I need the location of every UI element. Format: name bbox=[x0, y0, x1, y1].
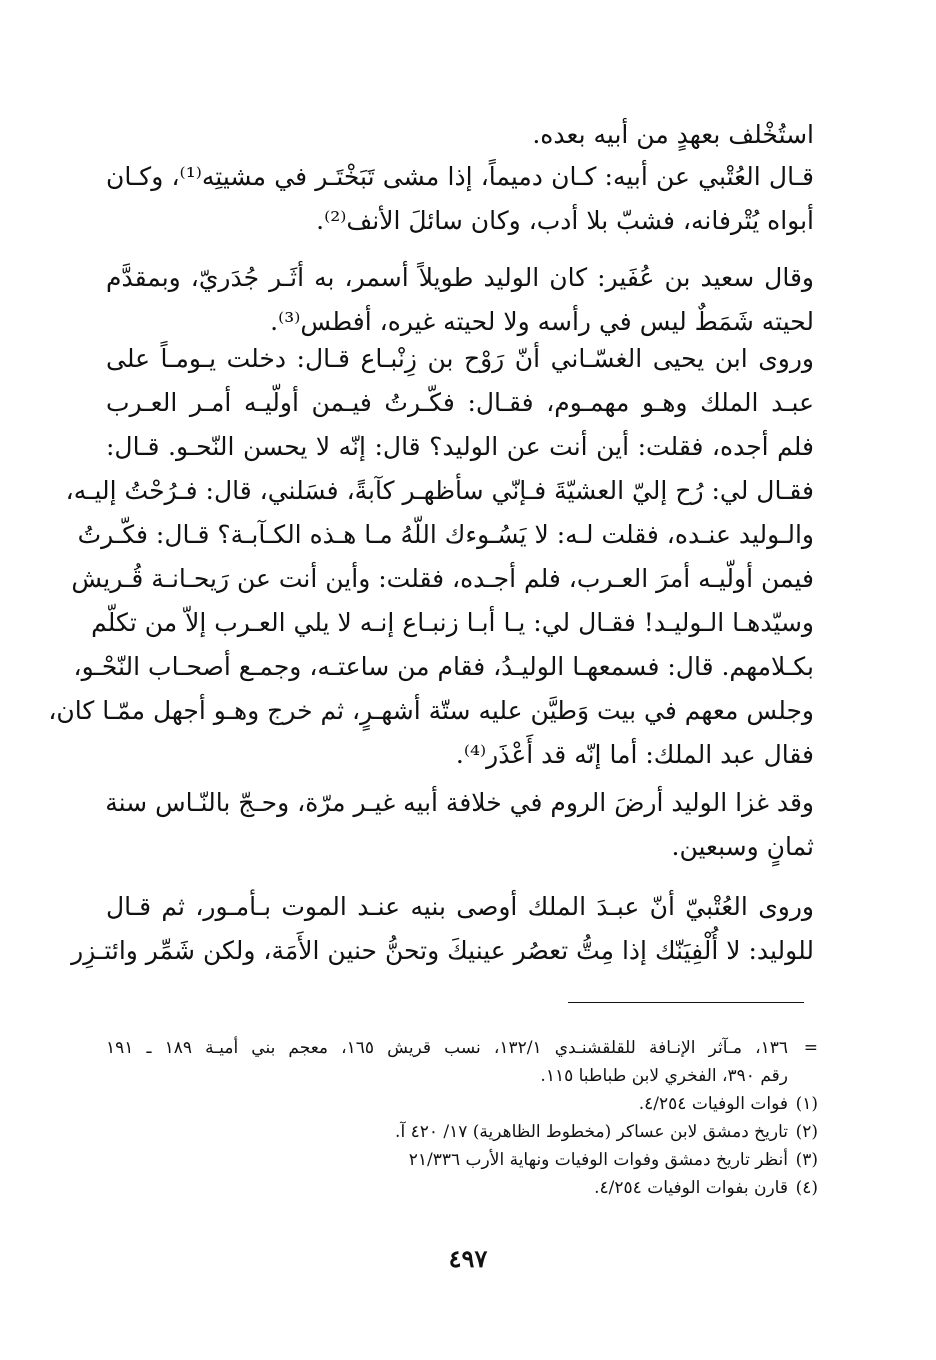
page-number: ٤٩٧ bbox=[448, 1244, 488, 1273]
paragraph-3 bbox=[106, 256, 814, 344]
text-line: وقال سعيد بن عُفَير: كان الوليد طويلاً أسمر، به أثَـر جُدَريّ، وبمقدَّم bbox=[106, 263, 814, 292]
text-line: عبـد الملك وهـو مهمـوم، فقـال: فكّـرتُ فيـمن أولّيـه أمـر العـرب bbox=[106, 388, 814, 417]
footnote-marker: (٤) bbox=[795, 1178, 818, 1198]
text-line: أبواه يُتْرفانه، فشبّ بلا أدب، وكان سائلَ الأنف⁽²⁾. bbox=[316, 206, 814, 235]
footnote-item bbox=[106, 1118, 818, 1146]
footnote-marker: (١) bbox=[795, 1094, 818, 1114]
text-line: فقال عبد الملك: أما إنّه قد أَعْذَر⁽⁴⁾. bbox=[455, 740, 814, 769]
footnote-text: فوات الوفيات ٤/٢٥٤. bbox=[638, 1094, 788, 1114]
text-line: استُخْلف بعهدٍ من أبيه بعده. bbox=[532, 120, 814, 149]
footnote-text: رقم ٣٩٠، الفخري لابن طباطبا ١١٥. bbox=[540, 1066, 788, 1086]
footnote-text: أنظر تاريخ دمشق وفوات الوفيات ونهاية الأرب ٢١/٣٣٦ bbox=[408, 1150, 788, 1170]
footnote-continuation-line bbox=[106, 1062, 818, 1090]
paragraph-6 bbox=[71, 885, 814, 973]
text-line: وقد غزا الوليد أرضَ الروم في خلافة أبيه غيـر مرّة، وحـجّ بالنّـاس سنة bbox=[105, 788, 814, 817]
footnote-marker: = bbox=[803, 1038, 818, 1058]
footnote-divider bbox=[568, 1002, 804, 1003]
footnote-text: تاريخ دمشق لابن عساكر (مخطوط الظاهرية) ١٧/ ٤٢٠ آ. bbox=[395, 1122, 788, 1142]
paragraph-4 bbox=[48, 337, 814, 777]
footnote-text: قارن بفوات الوفيات ٤/٢٥٤. bbox=[594, 1178, 788, 1198]
text-line: وروى ابن يحيى الغسّـاني أنّ رَوْح بن زِنْبـاع قـال: دخلت يـومـاً على bbox=[106, 344, 814, 373]
text-line: للوليد: لا أُلْفِيَنّك إذا مِتُّ تعصُر عينيكَ وتحنُّ حنين الأَمَة، ولكن شَمِّر وائتـزِر bbox=[71, 936, 814, 965]
text-line: لحيته شَمَطٌ ليس في رأسه ولا لحيته غيره، أفطس⁽³⁾. bbox=[270, 307, 814, 336]
footnotes bbox=[106, 1034, 818, 1202]
text-line: والـوليد عنـده، فقلت لـه: لا يَسُـوءك اللّهُ مـا هـذه الكـآبـة؟ قـال: فكّـرتُ bbox=[77, 520, 814, 549]
text-line: وجلس معهم في بيت وَطيَّن عليه ستّة أشهـرٍ، ثم خرج وهـو أجهل ممّـا كان، bbox=[48, 696, 814, 725]
footnote-text: ١٣٦، مـآثر الإنـافة للقلقشنـدي ١٣٢/١، نسب قريش ١٦٥، معجم بني أميـة ١٨٩ ـ ١٩١ bbox=[106, 1038, 789, 1058]
footnote-continuation bbox=[106, 1034, 818, 1062]
paragraph-2 bbox=[106, 155, 814, 243]
footnote-marker: (٣) bbox=[795, 1150, 818, 1170]
text-line: فلم أجده، فقلت: أين أنت عن الوليد؟ قال: إنّه لا يحسن النّحـو. قـال: bbox=[106, 432, 814, 461]
paragraph-1 bbox=[106, 113, 814, 157]
paragraph-5 bbox=[106, 781, 814, 869]
text-line: فيمن أولّيـه أمرَ العـرب، فلم أجـده، فقلت: وأين أنت عن رَيحـانـة قُـريش bbox=[71, 564, 814, 593]
text-line: وروى العُتْبيّ أنّ عبـدَ الملك أوصى بنيه عنـد الموت بـأمـور، ثم قـال bbox=[106, 892, 814, 921]
footnote-marker: (٢) bbox=[795, 1122, 818, 1142]
footnote-item bbox=[106, 1146, 818, 1174]
text-line: فقـال لي: رُح إليّ العشيّةَ فـإنّي سأظهـر كآبةً، فسَلني، قال: فـرُحْتُ إليـه، bbox=[65, 476, 814, 505]
text-line: قـال العُتْبي عن أبيه: كـان دميماً، إذا مشى تَبَخْتَـر في مشيتِه⁽¹⁾، وكـان bbox=[106, 162, 814, 191]
text-line: وسيّدهـا الـوليـد! فقـال لي: يـا أبـا زنبـاع إنـه لا يلي العـرب إلاّ من تكلّم bbox=[91, 608, 814, 637]
footnote-item bbox=[106, 1090, 818, 1118]
text-line: ثمانٍ وسبعين. bbox=[671, 832, 814, 861]
text-line: بكـلامهم. قال: فسمعهـا الوليـدُ، فقام من ساعتـه، وجمـع أصحـاب النّحْـو، bbox=[73, 652, 814, 681]
footnote-item bbox=[106, 1174, 818, 1202]
